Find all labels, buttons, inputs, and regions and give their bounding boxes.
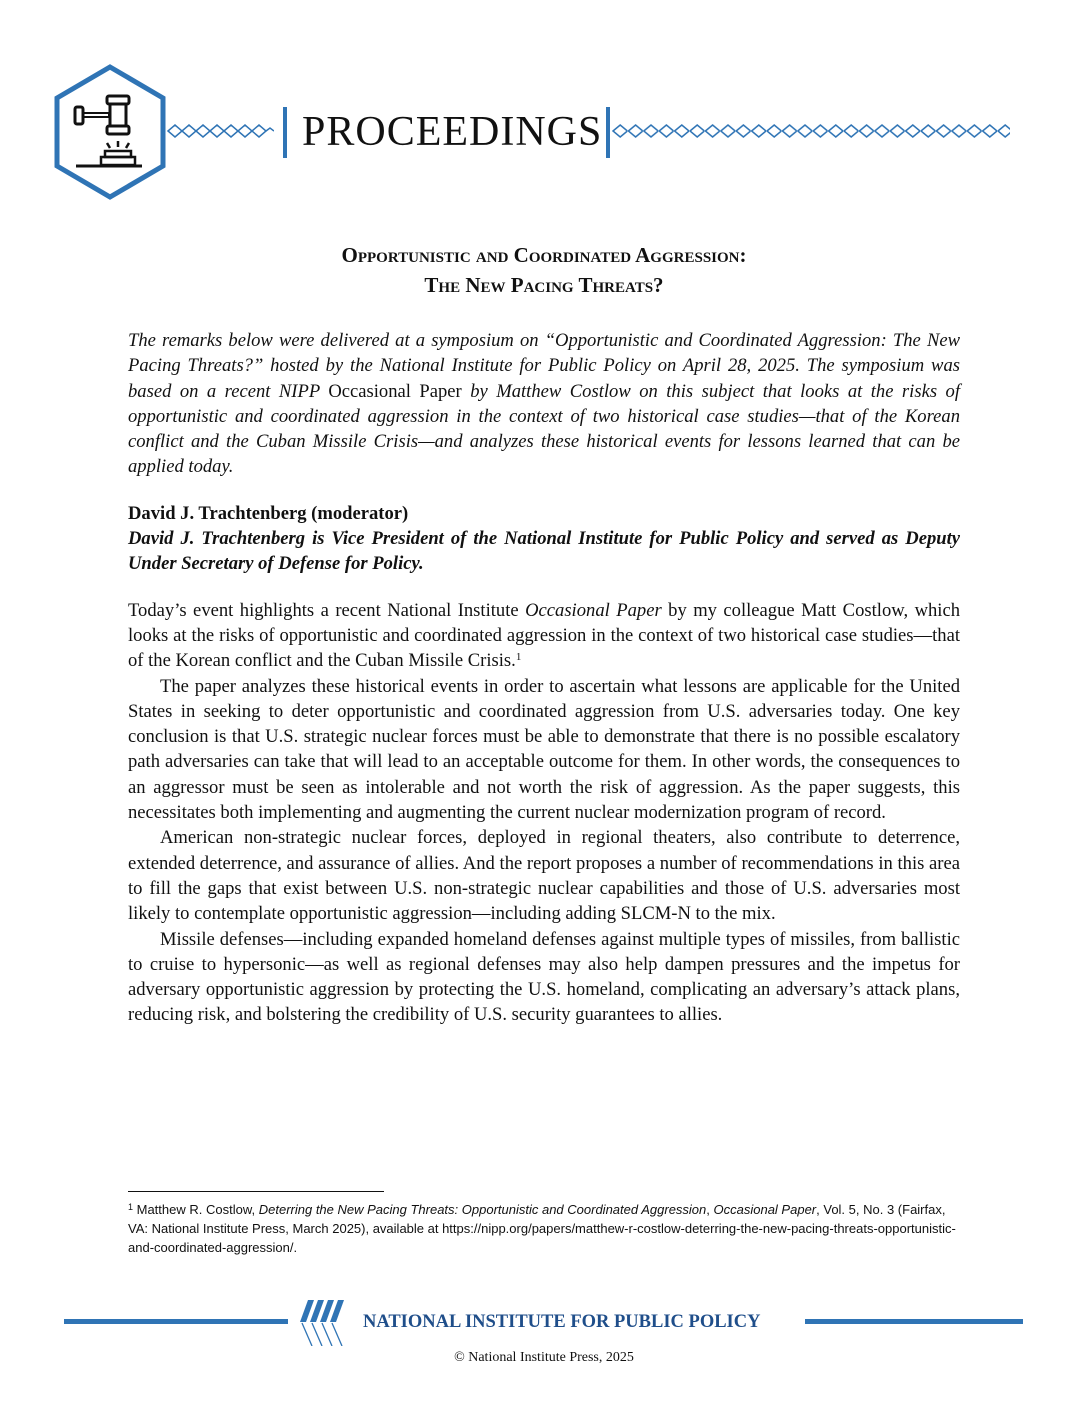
diamond-chain-left-decoration (166, 124, 274, 138)
body-paragraph-3: American non-strategic nuclear forces, deployed in regional theaters, also contribute to deterrence, extended deterrence, and assurance of allies. And the report proposes a number of recommendations in this area to fill the gaps that exist between U.S. non-strategic nuclear capabilities and those of U.S. adversaries most likely to contemplate opportunistic aggression—including adding SLCM-N to the mix. (128, 827, 960, 925)
footnote-citation[interactable]: , Vol. 5, No. 3 (Fairfax, VA: National Institute Press, March 2025), available at https://nipp.org/papers/matthew-r-costlow-deterring-the-new-pacing-threats-opportunistic-and-coordinated-aggression/. (128, 1202, 956, 1255)
document-title (0, 240, 1088, 300)
section-label: PROCEEDINGS (302, 109, 603, 155)
intro-paragraph: The remarks below were delivered at a symposium on “Opportunistic and Coordinated Aggression: The New Pacing Threats?” hosted by the National Institute for Public Policy on April 28, 2025. The symposium was based on a recent NIPP Occasional Paper by Matthew Costlow on this subject that looks at the risks of opportunistic and coordinated aggression in the context of two historical case studies—that of the Korean conflict and the Cuban Missile Crisis—and analyzes these historical events for lessons learned that can be applied today. (128, 330, 960, 478)
footer-copyright: © National Institute Press, 2025 (454, 1350, 634, 1365)
footnote: $^1$ Matthew R. Costlow, Deterring the New Pacing Threats: Opportunistic and Coordinated Aggression, Occasional Paper, Vol. 5, No. 3 (Fairfax, VA: National Institute Press, March 2025), available at https://nipp.org/papers/matthew-r-costlow-deterring-the-new-pacing-threats-opportunistic-and-coordinated-aggression/. (128, 1202, 956, 1255)
body-paragraph-2: The paper analyzes these historical events in order to ascertain what lessons are applicable for the United States in seeking to deter opportunistic and coordinated aggression from U.S. adversaries today. One key conclusion is that U.S. strategic nuclear forces must be able to demonstrate that there is no possible escalatory path adversaries can take that will lead to an acceptable outcome for them. In other words, the consequences to an aggressor must be seen as intolerable and not worth the risk of aggression. As the paper suggests, this necessitates both implementing and augmenting the current nuclear modernization program of record. (128, 675, 960, 824)
footnote-separator (128, 1191, 384, 1192)
header-divider-left (283, 107, 287, 158)
document-body (128, 328, 960, 1028)
title-line-1: Opportunistic and Coordinated Aggression: (341, 243, 747, 267)
footnote-number: 1 (128, 1202, 134, 1212)
footer-rule-left (64, 1319, 288, 1324)
nipp-stripes-logo-icon (300, 1300, 352, 1346)
footer-org-name: NATIONAL INSTITUTE FOR PUBLIC POLICY (363, 1312, 761, 1332)
gavel-icon (52, 63, 168, 201)
speaker-bio: David J. Trachtenberg is Vice President of the National Institute for Public Policy and served as Deputy Under Secretary of Defense for Policy. (128, 528, 960, 575)
footnote-ref[interactable]: 1 (515, 651, 522, 664)
body-paragraph-4: Missile defenses—including expanded homeland defenses against multiple types of missiles, from ballistic to cruise to hypersonic—as well as regional defenses may also help dampen pressures and the impetus for adversary opportunistic aggression by protecting the U.S. homeland, complicating an adversary’s attack plans, reducing risk, and bolstering the credibility of U.S. security guarantees to allies. (128, 928, 960, 1026)
diamond-chain-right-decoration (612, 124, 1010, 138)
speaker-name: David J. Trachtenberg (moderator) (128, 502, 409, 524)
page-header (0, 0, 1088, 220)
footer-rule-right (805, 1319, 1023, 1324)
header-divider-right (606, 107, 610, 158)
publication-name: Occasional Paper (525, 599, 662, 621)
publication-name: Occasional Paper (328, 380, 462, 402)
body-paragraph-1: Today’s event highlights a recent National Institute Occasional Paper by my colleague Matt Costlow, which looks at the risks of opportunistic and coordinated aggression in the context of two historical case studies—that of the Korean conflict and the Cuban Missile Crisis.$^1$ (128, 599, 961, 672)
title-line-2: The New Pacing Threats? (424, 273, 664, 297)
